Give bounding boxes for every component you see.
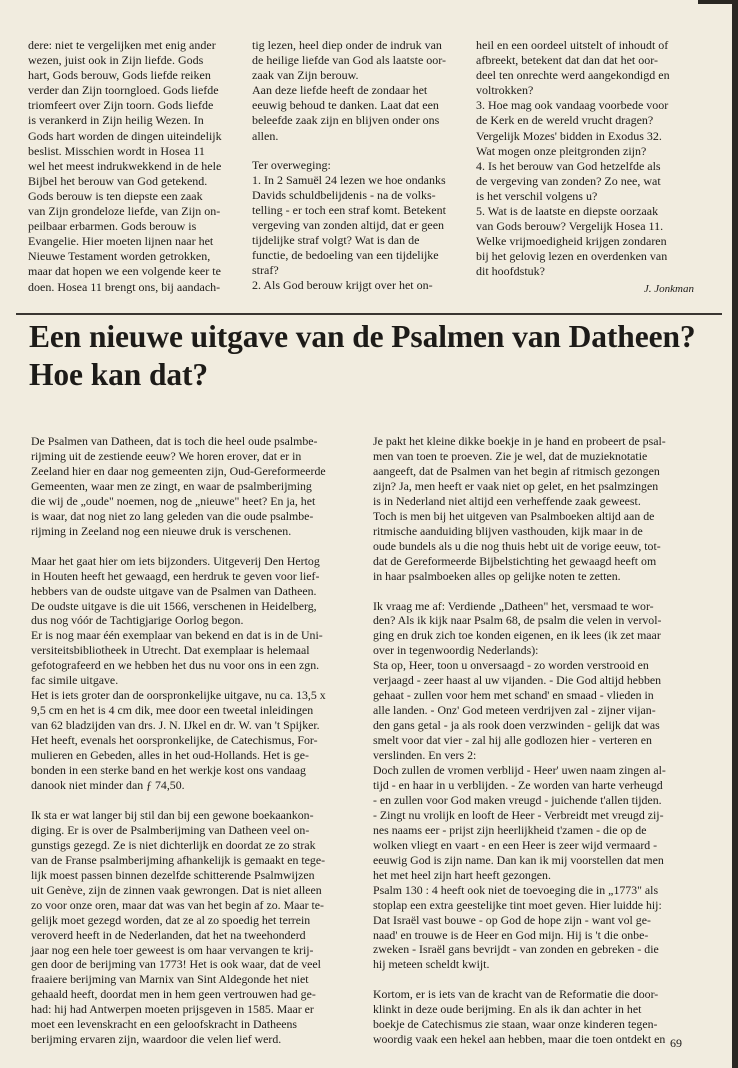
article-paragraph: Kortom, er is iets van de kracht van de Reformatie die door- klinkt in deze oude berijming. En als ik dan achter in het boekje de Catechismus zie staan, waar onze kinderen tegen- woordig vaak een hekel aan hebben, maar die toen ontdekt en: [373, 987, 666, 1047]
top-col3-text: heil en een oordeel uitstelt of inhoudt of afbreekt, betekent dat dan dat het oor- deel ten onrechte werd aangekondigd en voltrokken? 3. Hoe mag ook vandaag voorbede voor de Kerk en de wereld vrucht dragen? Vergelijk Mozes' bidden in Exodus 32. Wat mogen onze pleitgronden zijn? 4. Is het berouw van God hetzelfde als de vergeving van zonden? Zo nee, wat is het verschil volgens u? 5. Wat is de laatste en diepste oorzaak van Gods berouw? Vergelijk Hosea 11. Welke vrijmoedigheid krijgen zondaren bij het gelovig lezen en overdenken van dit hoofdstuk?: [476, 38, 670, 279]
article-paragraph: Je pakt het kleine dikke boekje in je hand en probeert de psal- men van toen te proeven. Zie je wel, dat de muzieknotatie aangeeft, dat de Psalmen van het begin af ritmisch gezongen zijn? Ja, men heeft er vaak niet op gelet, en het psalmzingen is in Nederland niet altijd een verheffende zaak geweest. Toch is men bij het uitgeven van Psalmboeken altijd aan de ritmische aanduiding blijven vasthouden, kijk maar in de oude bundels als u die nog thuis hebt uit de vorige eeuw, tot- dat de Gereformeerde Bijbelstichting het gewaagd heeft om in haar psalmboeken alles op gelijke noten te zetten.: [373, 434, 666, 583]
top-column-1: [28, 38, 239, 300]
page-corner-mark: [698, 0, 738, 4]
author-signature: J. Jonkman: [643, 282, 694, 295]
section-divider: [16, 313, 722, 315]
article-column-left: [31, 434, 353, 1047]
page-edge-shadow: [732, 0, 738, 1068]
top-column-2: [252, 38, 463, 300]
article-paragraph: Maar het gaat hier om iets bijzonders. Uitgeverij Den Hertog in Houten heeft het gewaagd, een herdruk te geven voor lief- hebbers van de oudste uitgave van de Psalmen van Datheen. De oudste uitgave is die uit 1566, verschenen in Heidelberg, dus nog vóór de Tachtigjarige Oorlog begon. Er is nog maar één exemplaar van bekend en dat is in de Uni- versiteitsbibliotheek in Utrecht. Dat exemplaar is helemaal gefotografeerd en we hebben het dus nu voor ons in een zgn. fac simile uitgave. Het is iets groter dan de oorspronkelijke uitgave, nu ca. 13,5 x 9,5 cm en het is 4 cm dik, mee door een tweetal inleidingen van 62 bladzijden van drs. J. N. IJkel en dr. W. van 't Spijker. Het heeft, evenals het oorspronkelijke, de Catechismus, For- mulieren en Gebeden, alles in het oud-Hollands. Het is ge- bonden in een sterke band en het werkje kost ons vandaag danook niet minder dan ƒ 74,50.: [31, 553, 326, 792]
top-col2-paragraph-2: Ter overweging: 1. In 2 Samuël 24 lezen we hoe ondanks Davids schuldbelijdenis - na de volks- telling - er toch een straf komt. Betekent vergeving van zonden altijd, dat er geen tijdelijke straf volgt? Wat is dan de functie, de bedoeling van een tijdelijke straf? 2. Als God berouw krijgt over het on-: [252, 157, 446, 293]
top-column-3: [476, 38, 698, 300]
article-paragraph: Ik vraag me af: Verdiende „Datheen" het, versmaad te wor- den? Als ik kijk naar Psalm 68, de psalm die velen in vervol- ging en druk zich toe konden eigenen, en ik lees (ik zet maar over in tegenwoordig Nederlands): Sta op, Heer, toon u onversaagd - zo worden verstrooid en verjaagd - zeer haast al uw vijanden. - Die God altijd hebben gehaat - zullen voor hem met schand' en smaad - vlieden in alle landen. - Onz' God meteen verdrijven zal - zijner vijan- den gans getal - ja als rook doen verzwinden - gelijk dat was smelt voor dat vier - zal hij alle godlozen hier - verteren en verslinden. En vers 2: Doch zullen de vromen verblijd - Heer' uwen naam zingen al- tijd - en haar in u verblijden. - Ze worden van harte verheugd - en zullen voor God maken vreugd - juichende t'allen tijden. - Zingt nu vrolijk en looft de Heer - Verbreidt met vreugd zij- nes naams eer - prijst zijn heerlijkheid t'zamen - die op de wolken vliegt en vaart - en een Heer is zeer wijd vermaard - eeuwig God is zijn name. Dan kan ik mij voorstellen dat men het met heel zijn hart heeft gezongen. Psalm 130 : 4 heeft ook niet de toevoeging die in „1773" als stoplap een extra geestelijke tint moet geven. Hier luidde hij: Dat Israël vast bouwe - op God de hope zijn - want vol ge- naad' en trouwe is de Heer en God mijn. Hij is 't die onbe- zweken - Israël gans bevrijdt - van zonden en gebreken - die hij meteen scheldt kwijt.: [373, 598, 666, 972]
article-paragraph: Ik sta er wat langer bij stil dan bij een gewone boekaankon- diging. Er is over de Psalmberijming van Datheen veel on- gunstigs gezegd. Ze is niet dichterlijk en doordat ze zo strak van de Franse psalmberijming afhankelijk is gemaakt en tege- lijk moest passen binnen dezelfde schitterende Psalmwijzen uit Genève, zijn de zinnen vaak gewrongen. Dat is niet alleen zo voor onze oren, maar dat was van het begin af zo. Maar te- gelijk moet gezegd worden, dat ze al zo spoedig het terrein veroverd heeft in de Nederlanden, dat het na tweehonderd jaar nog een hele toer geweest is om haar vervangen te krij- gen door de berijming van 1773! Het is ook waar, dat de veel fraaiere berijming van Marnix van Sint Aldegonde het niet gehaald heeft, doordat men in hem geen vertrouwen had ge- had: hij had Antwerpen moeten prijsgeven in 1585. Maar er moet een levenskracht en een geloofskracht in Datheens berijming ervaren zijn, waardoor die velen lief werd.: [31, 807, 326, 1047]
top-col1-text: dere: niet te vergelijken met enig ander wezen, juist ook in Zijn liefde. Gods hart, Gods berouw, Gods liefde reiken verder dan Zijn toorngloed. Gods liefde triomfeert over Zijn toorn. Gods liefde is verankerd in Zijn heilig Wezen. In Gods hart worden de dingen uiteindelijk beslist. Misschien wordt in Hosea 11 wel het meest indrukwekkend in de hele Bijbel het berouw van God getekend. Gods berouw is ten diepste een zaak van Zijn grondeloze liefde, van Zijn on- peilbaar erbarmen. Gods berouw is Evangelie. Hier moeten lijnen naar het Nieuwe Testament worden getrokken, maar dat hopen we een volgende keer te doen. Hosea 11 brengt ons, bij aandach-: [28, 38, 222, 294]
top-col2-paragraph-1: tig lezen, heel diep onder de indruk van de heilige liefde van God als laatste oor- zaak van Zijn berouw. Aan deze liefde heeft de zondaar het eeuwig behoud te danken. Laat dat een beleefde zaak zijn en blijven onder ons allen.: [252, 38, 447, 143]
page-number: 69: [670, 1036, 682, 1050]
article-title: Een nieuwe uitgave van de Psalmen van Datheen? Hoe kan dat?: [29, 319, 696, 392]
previous-article-ending: [28, 38, 696, 300]
article-paragraph: De Psalmen van Datheen, dat is toch die heel oude psalmbe- rijming uit de zestiende eeuw? We horen erover, dat er in Zeeland hier en daar nog gemeenten zijn, Oud-Gereformeerde Gemeenten, waar men ze zingt, en waar de psalmberijming die wij de „oude" noemen, nog de „nieuwe" heet? En ja, het is waar, dat nog niet zo lang geleden van die oude psalmbe- rijming in Zeeland nog een nieuwe druk is verschenen.: [31, 434, 326, 538]
article-column-right: [373, 434, 695, 1047]
